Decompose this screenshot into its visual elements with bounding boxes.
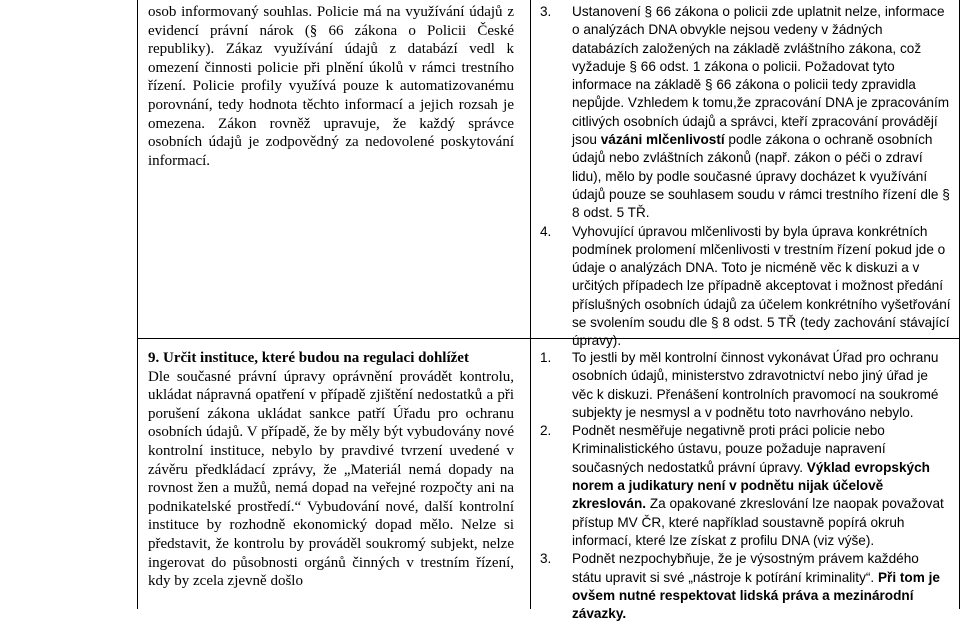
- list-item: [540, 349, 952, 422]
- list-item-text-continued: Za opakované zkreslování lze naopak považovat přístup MV ČR, které například soustavně popírá okruh informací, které lze získat z profilu DNA (viz výše).: [572, 496, 944, 548]
- list-item: [540, 3, 952, 223]
- list-item: [540, 223, 952, 351]
- list-item-text: Vyhovující úpravou mlčenlivosti by byla úprava konkrétních podmínek prolomení mlčenlivosti v trestním řízení pokud jde o údaje o analýzách DNA. Toto je nicméně věc k diskuzi a v určitých případech lze případně akceptovat i možnost předání příslušných osobních údajů za účelem konkrétního vyšetřování se svolením soudu dle § 8 odst. 5 TŘ (tedy zachování stávající úpravy).: [572, 223, 951, 349]
- list-item-text: To jestli by měl kontrolní činnost vykonávat Úřad pro ochranu osobních údajů, ministerstvo zdravotnictví nebo jiný úřad je věc k diskuzi. Přenášení kontrolních pravomocí na soukromé subjekty je nesmysl a v podnětu toto navrhováno nebylo.: [572, 350, 939, 420]
- list-item-number: 4.: [540, 223, 552, 239]
- list-item-text: Ustanovení § 66 zákona o policii zde uplatnit nelze, informace o analýzách DNA obvykle nejsou vedeny v žádných databázích založených na základě zvláštního zákona, což vyžaduje § 66 odst. 1 zákona o policii. Požadovat tyto informace na základě § 66 zákona o policii tedy zpravidla nepůjde. Vzhledem k tomu,že zpracování DNA je zpracováním citlivých osobních údajů a správci, kteří zpracování provádějí jsou: [572, 4, 950, 148]
- list-item-number: 1.: [540, 350, 552, 365]
- row1-left-cell: [148, 3, 514, 170]
- list-item-bold-text: Výklad evropských norem a judikatury není v podnětu nijak účelově zkreslován.: [572, 459, 930, 512]
- list-item-number: 3.: [540, 4, 552, 19]
- list-item-text-continued: podle zákona o ochraně osobních údajů nebo zvláštních zákonů (např. zákon o péči o zdraví lidu), mělo by podle současné úpravy docházet k využívání údajů pouze se souhlasem soudu v rámci trestního řízení dle § 8 odst. 5 TŘ.: [572, 132, 950, 221]
- list-item: [540, 422, 952, 550]
- row1-left-paragraph: osob informovaný souhlas. Policie má na využívání údajů z evidencí právní nárok (§ 66 zákona o Policii České republiky). Zákaz využívání údajů z databází vedl k omezení činnosti policie při plnění úkolů v rámci trestního řízení. Policie profily využívá pouze k automatizovanému porovnání, tedy hodnota těchto informací a jejich rozsah je omezena. Zákon rovněž upravuje, že každý správce osobních údajů je zodpovědný za nedovolené poskytování informací.: [148, 4, 514, 169]
- list-item-bold-text: Při tom je ovšem nutné respektovat lidská práva a mezinárodní závazky.: [572, 569, 940, 622]
- list-item-number: 3.: [540, 551, 552, 567]
- section-heading: 9. Určit instituce, které budou na regulaci dohlížet: [148, 350, 469, 366]
- column-divider: [530, 0, 531, 609]
- row2-left-paragraph: Dle současné právní úpravy oprávnění provádět kontrolu, ukládat nápravná opatření v případě zjištění nedostatků a při porušení zákona ukládat sankce patří Úřadu pro ochranu osobních údajů. V případě, že by měly být vybudovány nové kontrolní instituce, nebylo by pravdivé tvrzení uvedené v závěru předkládací zprávy, že „Materiál nemá dopady na rovnost žen a mužů, nemá dopad na veřejné rozpočty ani na podnikatelské prostředí.“ Vybudování nové, další kontrolní instituce by rozhodně ekonomický dopad mělo. Nelze si představit, že kontrolu by prováděl soukromý subjekt, nelze ingerovat do působnosti orgánů činných v trestním řízení, kdy by zcela zjevně došlo: [148, 368, 514, 590]
- row2-left-cell: [148, 349, 514, 591]
- list-item-text: Podnět nezpochybňuje, že je výsostným právem každého státu upravit si své „nástroje k potírání kriminality“.: [572, 551, 919, 585]
- list-item-number: 2.: [540, 423, 552, 439]
- list-item: [540, 550, 952, 623]
- row2-right-cell: [540, 349, 952, 623]
- list-item-bold-text: vázáni mlčenlivostí: [600, 132, 725, 148]
- list-item-text: Podnět nesměřuje negativně proti práci policie nebo Kriminalistického ústavu, pouze požaduje napravení současných nedostatků právní úpravy.: [572, 423, 886, 475]
- row2-left-heading: [148, 349, 514, 368]
- row1-right-cell: [540, 3, 952, 351]
